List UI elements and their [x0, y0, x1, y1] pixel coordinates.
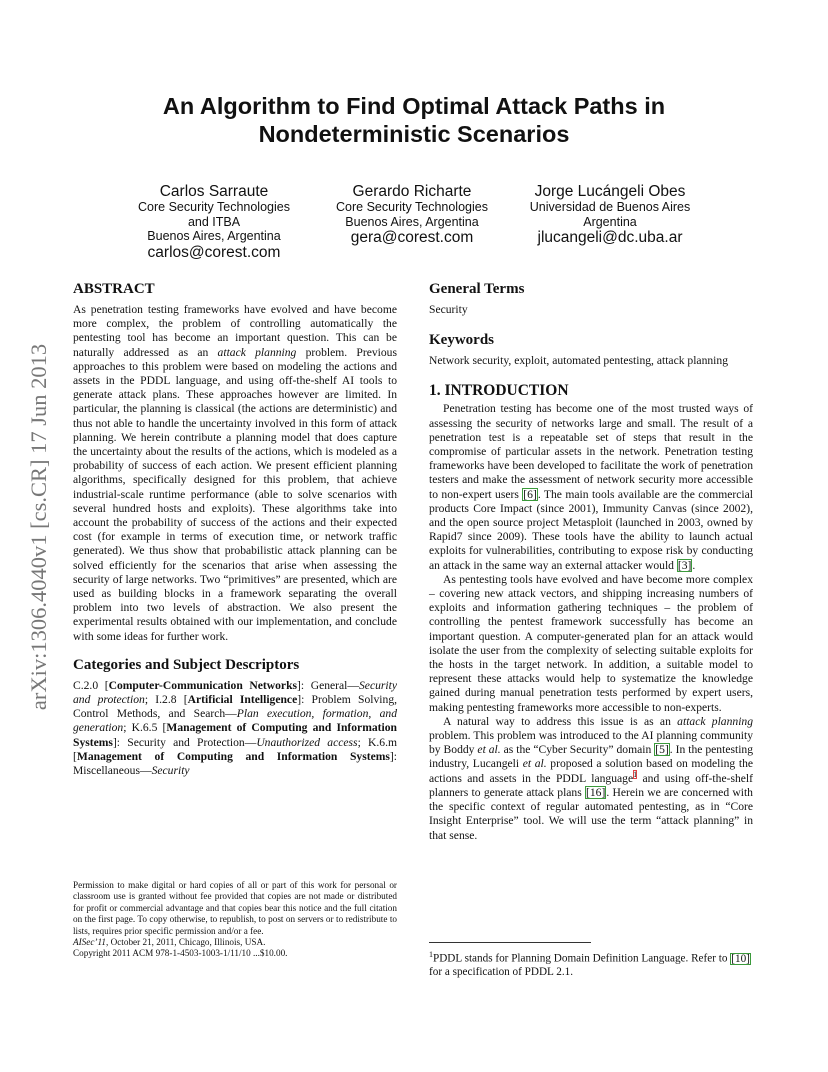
title-line-2: Nondeterministic Scenarios [258, 121, 570, 147]
title-line-1: An Algorithm to Find Optimal Attack Paths in [162, 93, 666, 119]
copyright-line: Copyright 2011 ACM 978-1-4503-1003-1/11/10 ...$10.00. [73, 948, 288, 959]
general-terms-heading: General Terms [429, 281, 525, 297]
author-name: Carlos Sarraute [159, 183, 269, 200]
author-name: Gerardo Richarte [352, 183, 472, 200]
footnote [429, 942, 753, 980]
intro-paragraph-3: A natural way to address this issue is as an attack planning problem. This problem was introduced to the AI planning community by Boddy et al. as the “Cyber Security” domain [5]. In the pentesting industry, Lucangeli et al. proposed a solution based on modeling the actions and assets in the PDDL language$^1$ and using off-the-shelf planners to generate attack plans [16]. Herein we are concerned with the specific context of regular automated pentesting, as in “Core Insight Enterprise” tool. We will use the term “attack planning” in that sense. [429, 714, 754, 842]
introduction-heading: 1. INTRODUCTION [429, 382, 569, 400]
author-block-3 [512, 183, 708, 246]
footnote-rule [429, 942, 591, 943]
author-affiliation-line: Buenos Aires, Argentina [345, 214, 479, 229]
arxiv-sidebar [20, 297, 58, 757]
author-email[interactable]: jlucangeli@dc.uba.ar [537, 229, 683, 246]
citation-link[interactable]: [5] [655, 743, 669, 757]
author-affiliation-line: and ITBA [187, 214, 241, 229]
abstract-text: As penetration testing frameworks have evolved and have become more complex, the problem of controlling automatically the pentesting tool has become an important question. This can be naturally addressed as an attack planning problem. Previous approaches to this problem were based on modeling the actions and assets in the PDDL language, and using off-the-shelf AI tools to generate attack plans. These approaches however are limited. In particular, the planning is classical (the actions are deterministic) and thus not able to handle the uncertainty involved in this form of attack planning. We herein contribute a planning model that does capture the uncertainty about the results of the actions, which is modeled as a probability of success of each action. We present efficient planning algorithms, specifically designed for this problem, that achieve industrial-scale runtime performance (able to solve scenarios with several hundred hosts and exploits). These algorithms take into account the probability of success of the actions and their expected cost (for example in terms of execution time, or network traffic generated). We thus show that probabilistic attack planning can be solved efficiently for the scenarios that arise when assessing the security of large networks. Two “primitives” are presented, which are used as building blocks in a framework separating the overall problem into two levels of abstraction. We also present the experimental results obtained with our implementation, and conclude with some ideas for further work. [73, 303, 397, 643]
author-block-1 [120, 183, 308, 261]
citation-link[interactable]: [3] [677, 558, 692, 572]
author-affiliation-line: Buenos Aires, Argentina [147, 229, 281, 243]
general-terms-text: Security [429, 303, 468, 316]
author-block-2 [318, 183, 506, 246]
author-email[interactable]: gera@corest.com [350, 229, 474, 246]
author-affiliation-line: Universidad de Buenos Aires [529, 200, 691, 214]
left-column [73, 280, 397, 778]
author-affiliation-line: Core Security Technologies [336, 200, 488, 214]
categories-text: C.2.0 [Computer-Communication Networks]: General—Security and protection; I.2.8 [Artificial Intelligence]: Problem Solving, Control Methods, and Search—Plan execution, formation, and generation; K.6.5 [Management of Computing and Information Systems]: Security and Protection—Unauthorized access; K.6.m [Management of Computing and Information Systems]: Miscellaneous—Security [73, 678, 398, 778]
citation-link[interactable]: [6] [523, 487, 537, 501]
permission-text: Permission to make digital or hard copies of all or part of this work for personal or classroom use is granted without fee provided that copies are not made or distributed for profit or commercial advantage and that copies bear this notice and the full citation on the first page. To copy otherwise, to republish, to post on servers or to redistribute to lists, requires prior specific permission and/or a fee. [73, 880, 397, 936]
footnote-text: $^1$PDDL stands for Planning Domain Definition Language. Refer to [10] for a specification of PDDL 2.1. [429, 950, 750, 979]
author-affiliation-line: Argentina [583, 214, 637, 229]
right-column [429, 280, 753, 843]
abstract-heading: ABSTRACT [73, 281, 155, 297]
intro-paragraph-2: As pentesting tools have evolved and have become more complex – covering new attack vectors, and shipping increasing numbers of exploits and information gathering techniques – the problem of controlling the pentest framework successfully has become an important question. A computer-generated plan for an attack would isolate the user from the complexity of selecting suitable exploits for the hosts in the target network. In addition, a suitable model to represent these attacks would help to systematize the knowledge gained during manual penetration tests performed by expert users, making pentesting frameworks more accessible to non-experts. [429, 572, 753, 714]
intro-paragraph-1: Penetration testing has become one of the most trusted ways of assessing the security of networks large and small. The result of a penetration test is a repeatable set of steps that result in the compromise of particular assets in the network. Penetration testing frameworks have been developed to facilitate the work of penetration testers and make the assessment of network security more accessible to non-expert users [6]. The main tools available are the commercial products Core Impact (since 2001), Immunity Canvas (since 2002), and the open source project Metasploit (launched in 2003, owned by Rapid7 since 2009). These tools have the ability to launch actual exploits for vulnerabilities, contributing to expose risk by conducting an attack in the same way an external attacker would [3]. [429, 402, 754, 572]
paper-title [0, 92, 828, 148]
venue-line: AISec’11, October 21, 2011, Chicago, Illinois, USA. [73, 937, 266, 948]
arxiv-identifier: arXiv:1306.4040v1 [cs.CR] 17 Jun 2013 [26, 343, 51, 711]
footnote-link[interactable]: 1 [633, 769, 638, 779]
keywords-text: Network security, exploit, automated pentesting, attack planning [429, 354, 728, 368]
categories-heading: Categories and Subject Descriptors [73, 656, 300, 673]
citation-link[interactable]: [16] [586, 785, 606, 799]
citation-link[interactable]: [10] [731, 952, 750, 965]
author-name: Jorge Lucángeli Obes [534, 183, 686, 200]
author-affiliation-line: Core Security Technologies [138, 200, 290, 214]
author-email[interactable]: carlos@corest.com [147, 243, 281, 261]
keywords-heading: Keywords [429, 332, 494, 349]
permission-notice [73, 880, 397, 960]
